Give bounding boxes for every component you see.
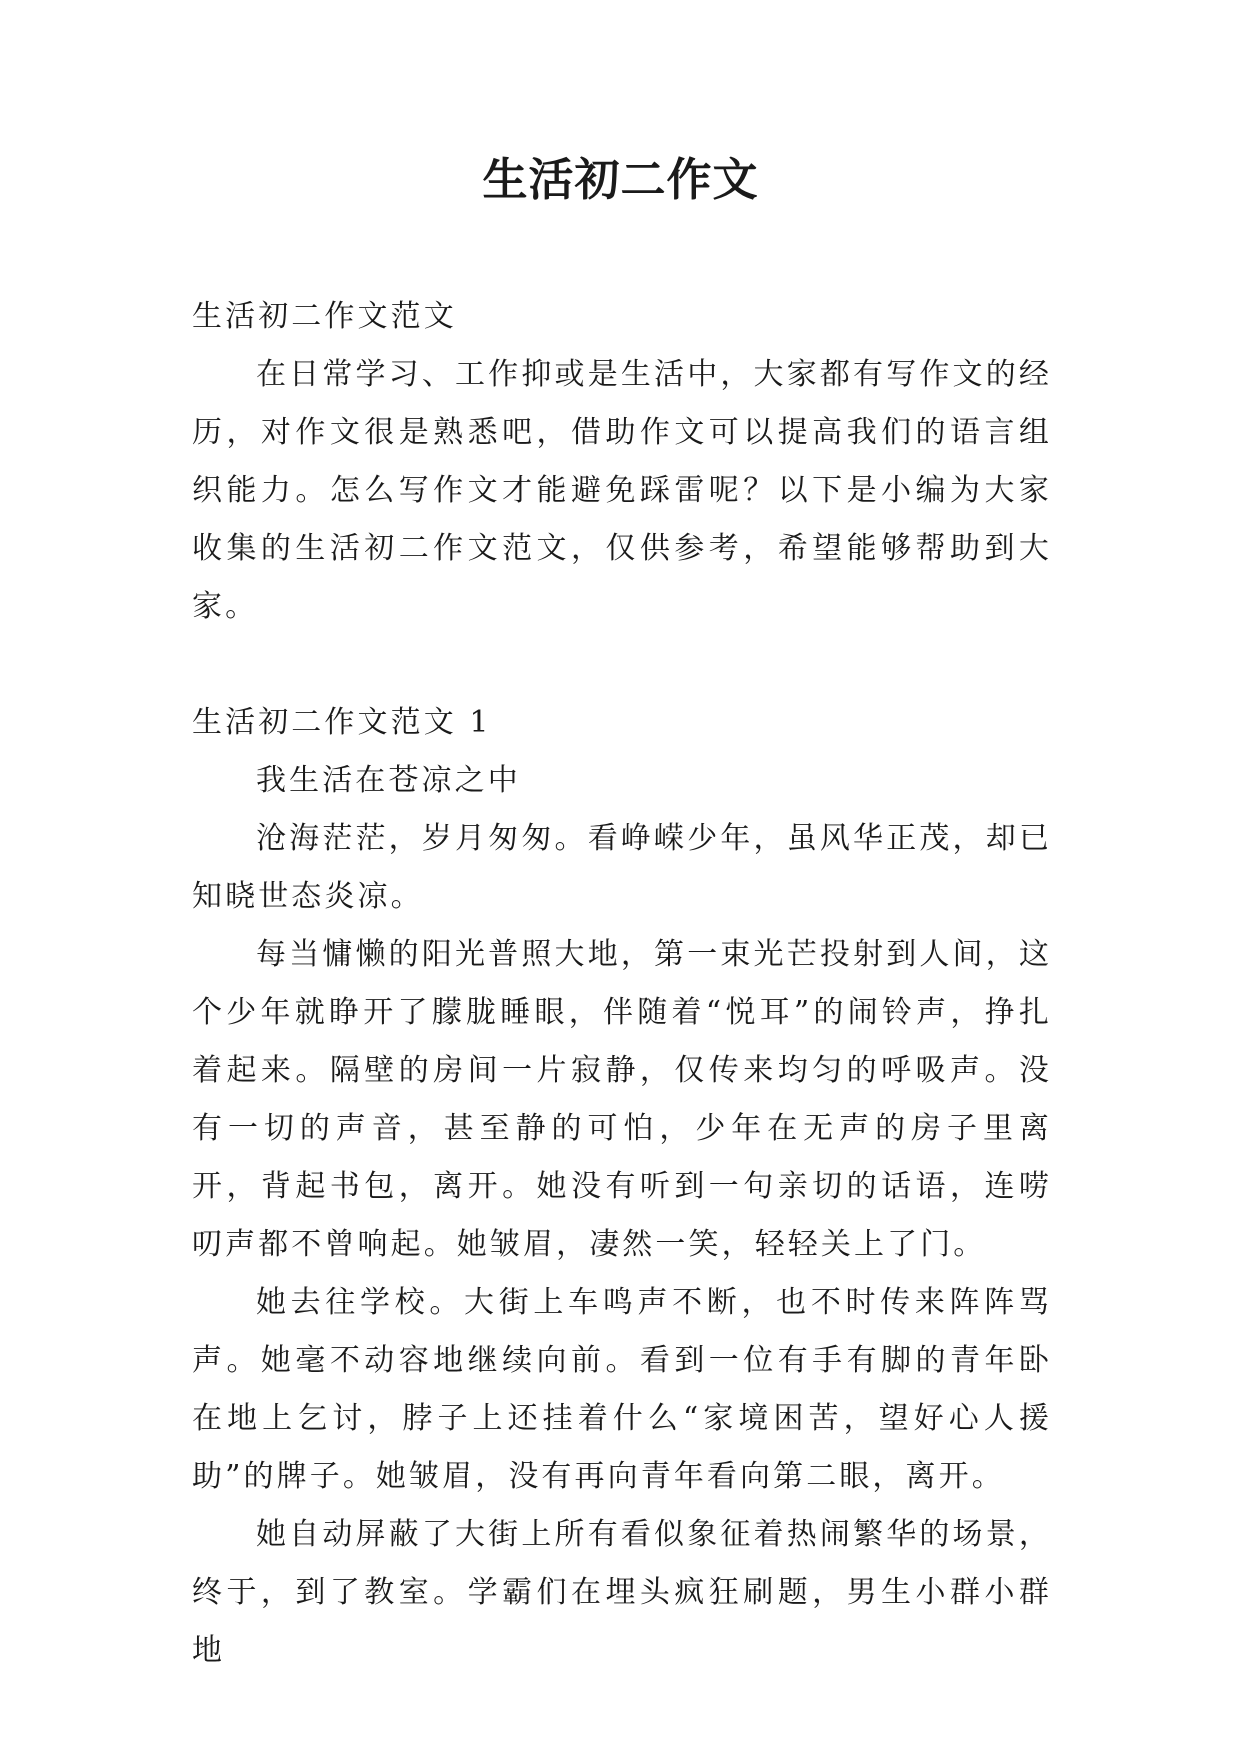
body-paragraph: 她去往学校。大街上车鸣声不断，也不时传来阵阵骂声。她毫不动容地继续向前。看到一位有手有脚的青年卧在地上乞讨，脖子上还挂着什么“家境困苦，望好心人援助”的牌子。她皱眉，没有再向青年看向第二眼，离开。 — [192, 1285, 1052, 1494]
body-paragraph: 沧海茫茫，岁月匆匆。看峥嵘少年，虽风华正茂，却已知晓世态炎凉。 — [192, 821, 1052, 914]
essay-title: 我生活在苍凉之中 — [256, 763, 521, 798]
body-paragraph: 她自动屏蔽了大街上所有看似象征着热闹繁华的场景，终于，到了教室。学霸们在埋头疯狂刷题，男生小群小群地 — [192, 1517, 1052, 1668]
document-body — [192, 288, 1052, 1680]
document-title: 生活初二作文 — [482, 153, 759, 206]
intro-heading: 生活初二作文范文 — [192, 299, 457, 334]
body-paragraph: 每当慵懒的阳光普照大地，第一束光芒投射到人间，这个少年就睁开了朦胧睡眼，伴随着“悦耳”的闹铃声，挣扎着起来。隔壁的房间一片寂静，仅传来均匀的呼吸声。没有一切的声音，甚至静的可怕，少年在无声的房子里离开，背起书包，离开。她没有听到一句亲切的话语，连唠叨声都不曾响起。她皱眉，凄然一笑，轻轻关上了门。 — [192, 937, 1052, 1262]
intro-paragraph: 在日常学习、工作抑或是生活中，大家都有写作文的经历，对作文很是熟悉吧，借助作文可以提高我们的语言组织能力。怎么写作文才能避免踩雷呢？以下是小编为大家收集的生活初二作文范文，仅供参考，希望能够帮助到大家。 — [192, 357, 1052, 624]
section-heading: 生活初二作文范文 1 — [192, 705, 492, 740]
